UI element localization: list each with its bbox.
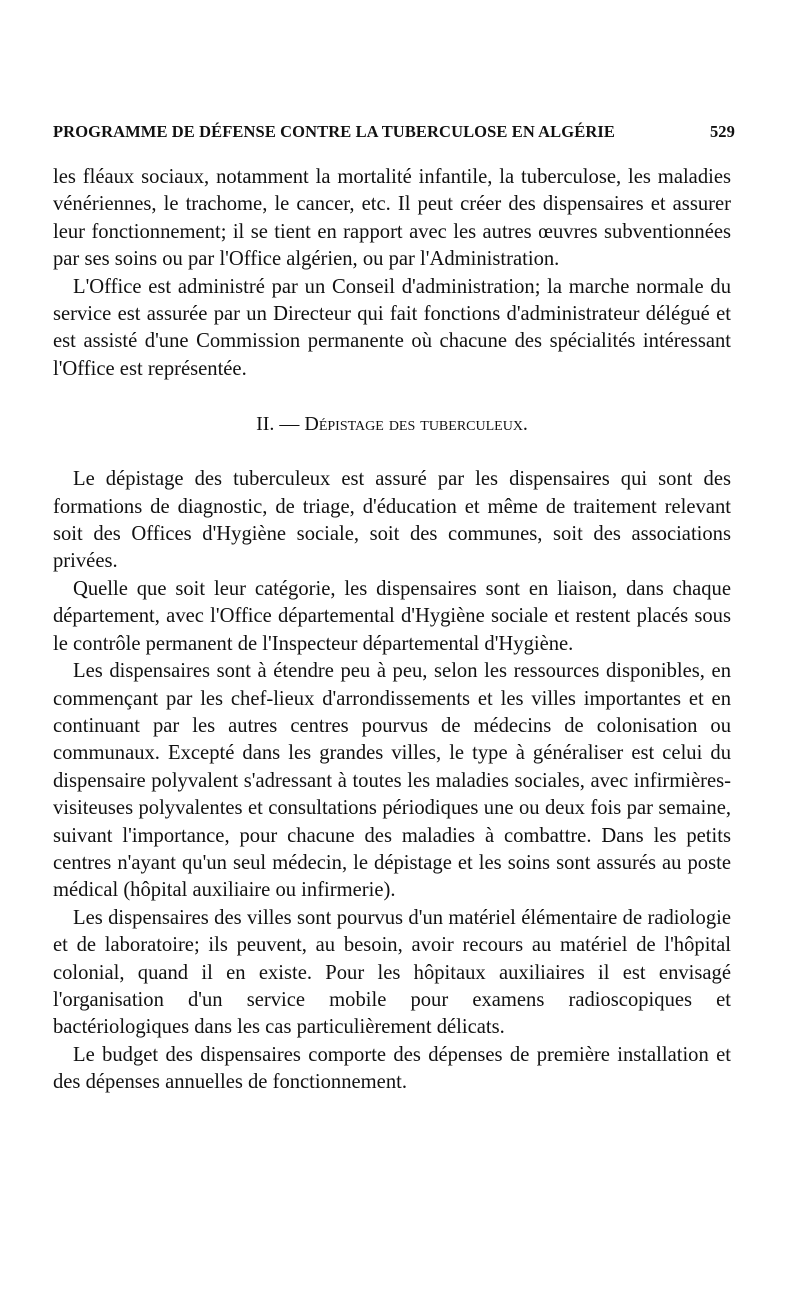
- section-title: Dépistage des tuberculeux.: [304, 413, 528, 436]
- running-head-title: PROGRAMME DE DÉFENSE CONTRE LA TUBERCULOSE EN ALGÉRIE: [53, 122, 615, 141]
- running-head: [53, 118, 735, 144]
- paragraph: Quelle que soit leur catégorie, les dispensaires sont en liaison, dans chaque département, avec l'Office départemental d'Hygiène sociale et restent placés sous le contrôle permanent de l'Inspecteur départemental d'Hygiène.: [53, 577, 731, 655]
- paragraph: Le budget des dispensaires comporte des dépenses de première installation et des dépenses annuelles de fonctionnement.: [53, 1043, 731, 1094]
- paragraph: L'Office est administré par un Conseil d'administration; la marche normale du service est assurée par un Directeur qui fait fonctions d'administrateur délégué et est assisté d'une Commission permanente où chacune des spécialités intéressant l'Office est représentée.: [53, 275, 731, 380]
- section-heading: [53, 411, 731, 438]
- section-number: II. —: [256, 413, 300, 436]
- paragraph: les fléaux sociaux, notamment la mortalité infantile, la tuberculose, les maladies vénériennes, le trachome, le cancer, etc. Il peut créer des dispensaires et assurer leur fonctionnement; il se tient en rapport avec les autres œuvres subventionnées par ses soins ou par l'Office algérien, ou par l'Administration.: [53, 166, 731, 271]
- page-number: 529: [709, 122, 735, 141]
- paragraph: Les dispensaires des villes sont pourvus d'un matériel élémentaire de radiologie et de laboratoire; ils peuvent, au besoin, avoir recours au matériel de l'hôpital colonial, quand il en existe. Pour les hôpitaux auxiliaires il est envisagé l'organisation d'un service mobile pour examens radioscopiques et bactériologiques dans les cas particulièrement délicats.: [53, 906, 731, 1039]
- body-text: [53, 164, 731, 1097]
- paragraph: Les dispensaires sont à étendre peu à peu, selon les ressources disponibles, en commençant par les chef-lieux d'arrondissements et les villes importantes et en continuant par les autres centres pourvus de médecins de colonisation ou communaux. Excepté dans les grandes villes, le type à généraliser est celui du dispensaire polyvalent s'adressant à toutes les maladies sociales, avec infirmières-visiteuses polyvalentes et consultations périodiques une ou deux fois par semaine, suivant l'importance, pour chacune des maladies à combattre. Dans les petits centres n'ayant qu'un seul médecin, le dépistage et les soins sont assurés au poste médical (hôpital auxiliaire ou infirmerie).: [53, 660, 731, 902]
- paragraph: Le dépistage des tuberculeux est assuré par les dispensaires qui sont des formations de diagnostic, de triage, d'éducation et même de traitement relevant soit des Offices d'Hygiène sociale, soit des communes, soit des associations privées.: [53, 468, 731, 573]
